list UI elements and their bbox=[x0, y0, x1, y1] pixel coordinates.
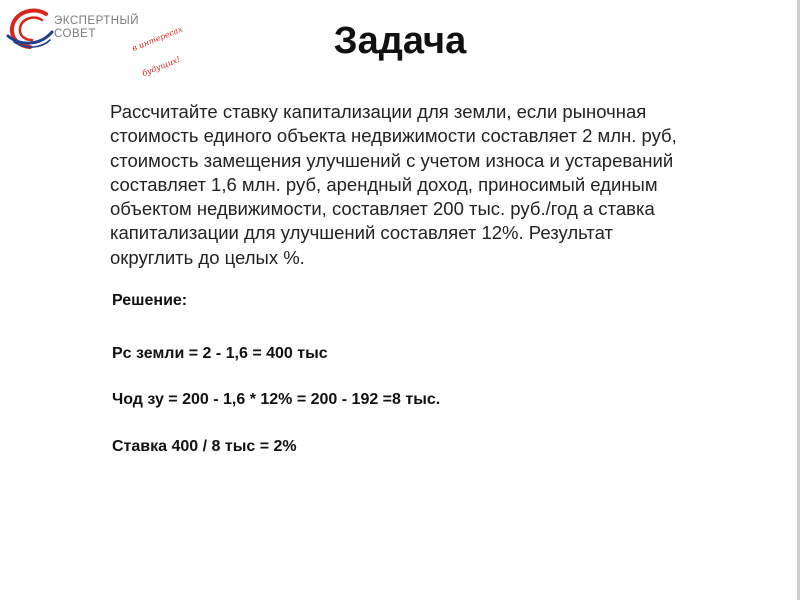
task-line: капитализации для улучшений составляет 12%. Результат bbox=[110, 222, 613, 244]
task-line: округлить до целых %. bbox=[110, 246, 305, 268]
task-line: объектом недвижимости, составляет 200 тыс. руб./год а ставка bbox=[110, 198, 655, 220]
solution-step-cap-rate: Ставка 400 / 8 тыс = 2% bbox=[112, 438, 297, 455]
logo-slogan-line-2: будущих! bbox=[140, 54, 182, 79]
task-line: Рассчитайте ставку капитализации для земли, если рыночная bbox=[110, 101, 647, 122]
logo-line-1: ЭКСПЕРТНЫЙ bbox=[54, 15, 140, 27]
task-text bbox=[110, 100, 720, 270]
logo-slogan-line-1: в интересах bbox=[130, 24, 184, 54]
solution-step-land-value: Рс земли = 2 - 1,6 = 400 тыс bbox=[112, 345, 328, 362]
solution-heading: Решение: bbox=[112, 292, 188, 309]
task-line: составляет 1,6 млн. руб, арендный доход, приносимый единым bbox=[110, 173, 658, 195]
task-line: стоимость замещения улучшений с учетом износа и устареваний bbox=[110, 149, 674, 171]
logo-line-2: СОВЕТ bbox=[54, 28, 96, 40]
task-line: стоимость единого объекта недвижимости составляет 2 млн. руб, bbox=[110, 125, 677, 147]
solution-step-land-income: Чод зу = 200 - 1,6 * 12% = 200 - 192 =8 тыс. bbox=[112, 391, 441, 408]
page-title: Задача bbox=[333, 20, 467, 62]
